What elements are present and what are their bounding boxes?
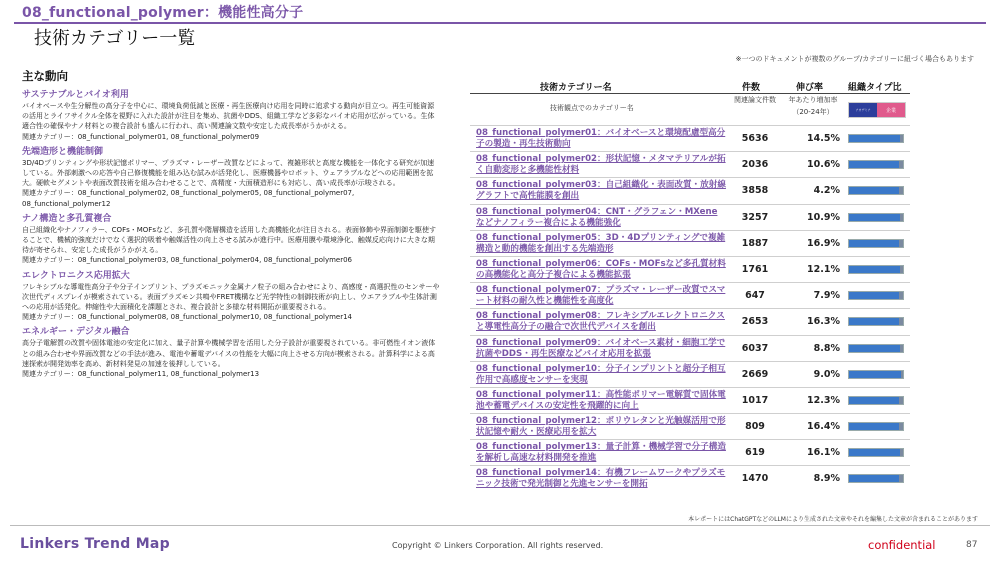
org-type-bar-company (899, 240, 903, 247)
sub-category-header: 技術観点でのカテゴリー名 (550, 104, 634, 112)
category-link[interactable]: 08_functional_polymer13：量子計算・機械学習で分子構造を解析し高速な材料開発を推進 (476, 442, 726, 464)
org-type-bar (848, 239, 904, 248)
org-type-bar-company (899, 397, 903, 404)
trend-section-related: 関連カテゴリー：08_functional_polymer11, 08_functional_polymer13 (22, 370, 260, 379)
trend-section-related: 関連カテゴリー：08_functional_polymer02, 08_functional_polymer05, 08_functional_polymer07, 08_functional_polymer12 (22, 189, 355, 208)
org-type-bar (848, 370, 904, 379)
category-link[interactable]: 08_functional_polymer04：CNT・グラフェン・MXeneなどナノフィラー複合による機能強化 (476, 206, 718, 228)
growth-rate: 12.3% (807, 394, 840, 406)
category-link[interactable]: 08_functional_polymer09：バイオベース素材・細胞工学で抗菌やDDS・再生医療などバイオ応用を拡張 (476, 337, 726, 359)
org-type-bar (848, 213, 904, 222)
paper-count: 2036 (741, 159, 769, 171)
growth-rate: 16.1% (807, 447, 840, 459)
col-category-header: 技術カテゴリー名 (540, 83, 612, 93)
trend-section-body: 自己組織化やナノフィラー、COFs・MOFsなど、多孔質や階層構造を活用した高機能化が注目される。表面修飾や界面制御を駆使することで、機械的強度だけでなく選択的吸着や触媒活性の向上させる試みが進行中。医療用膜や環境浄化、触媒反応向けに大きな期待が寄せられ、安定した成長がうかがえる。 (22, 225, 436, 255)
table-row (470, 151, 910, 177)
category-link[interactable]: 08_functional_polymer11：高性能ポリマー電解質で固体電池や蓄電デバイスの安定性を飛躍的に向上 (476, 389, 726, 411)
paper-count: 3858 (741, 185, 769, 197)
llm-disclaimer: 本レポートにはChatGPTなどのLLMにより生成された文章やそれを編集した文章が含まれることがあります (688, 516, 978, 523)
trend-section-body: バイオベースや生分解性の高分子を中心に、環境負荷低減と医療・再生医療向け応用を同時に追求する動向が目立つ。再生可能資源の活用とライフサイクル全体を視野に入れた設計が注目を集め、抗菌やDDS、組織工学など多彩なバイオ応用が広がっている。生体適合性の確保やナノ材料との複合設計も盛んに行われ、高い関連論文数や安定した成長率がうかがえる。 (22, 102, 435, 131)
org-type-bar-company (900, 345, 903, 352)
trend-section-title: サステナブルとバイオ利用 (22, 90, 129, 100)
table-row (470, 308, 910, 334)
trend-sections (22, 87, 440, 379)
col-count-header: 件数 (742, 83, 761, 93)
trend-section-title: 先端造形と機能制御 (22, 146, 104, 157)
org-type-bar (848, 422, 904, 431)
category-title: 08_functional_polymer：機能性高分子 (22, 5, 304, 21)
org-type-bar (848, 396, 904, 405)
growth-rate: 10.9% (807, 211, 840, 223)
category-link[interactable]: 08_functional_polymer14：有機フレームワークやプラズモニック技術で発光制御と先進センサーを開拓 (476, 468, 726, 490)
confidential-label: confidential (868, 538, 936, 552)
legend-academia: アカデミア (849, 103, 877, 117)
paper-count: 1887 (741, 237, 769, 249)
paper-count: 809 (745, 421, 765, 433)
growth-rate: 12.1% (807, 263, 840, 275)
trend-section-title: エネルギー・デジタル融合 (22, 327, 130, 338)
org-type-bar-company (901, 371, 903, 378)
category-link[interactable]: 08_functional_polymer01：バイオベースと環境配慮型高分子の製造・再生技術動向 (476, 128, 726, 149)
org-type-bar-company (900, 214, 903, 221)
table-row (470, 387, 910, 413)
paper-count: 1470 (741, 473, 769, 485)
trends-column (22, 68, 440, 381)
table-row (470, 256, 910, 282)
org-type-bar-company (899, 475, 903, 482)
category-link[interactable]: 08_functional_polymer02：形状記憶・メタマテリアルが拓く自動変形と多機能性材料 (476, 154, 726, 176)
org-type-bar (848, 344, 904, 353)
org-type-bar-company (900, 449, 903, 456)
category-link[interactable]: 08_functional_polymer08：フレキシブルエレクトロニクスと導電性高分子の融合で次世代デバイスを創出 (476, 311, 725, 333)
org-type-bar (848, 134, 904, 143)
org-type-bar-company (899, 423, 903, 430)
org-type-bar-company (899, 292, 903, 299)
paper-count: 619 (745, 447, 765, 459)
paper-count: 3257 (741, 211, 769, 223)
trend-section-related: 関連カテゴリー：08_functional_polymer01, 08_functional_polymer09 (22, 132, 260, 141)
growth-rate: 7.9% (813, 290, 840, 302)
growth-rate: 16.9% (807, 237, 840, 249)
brand-logo: Linkers Trend Map (20, 536, 171, 552)
page-title: 技術カテゴリー一覧 (34, 28, 196, 49)
trend-section-related: 関連カテゴリー：08_functional_polymer03, 08_functional_polymer04, 08_functional_polymer06 (22, 256, 353, 265)
growth-rate: 9.0% (813, 368, 840, 380)
growth-rate: 16.3% (807, 316, 840, 328)
category-link[interactable]: 08_functional_polymer03：自己組織化・表面改質・放射線グラフトで高性能膜を創出 (476, 180, 726, 202)
copyright: Copyright © Linkers Corporation. All rights reserved. (392, 541, 604, 550)
growth-rate: 4.2% (813, 185, 840, 197)
table-row (470, 465, 910, 491)
table-row (470, 204, 910, 230)
paper-count: 6037 (741, 342, 769, 354)
org-type-bar-company (900, 266, 903, 273)
growth-rate: 10.6% (807, 159, 840, 171)
table-row (470, 282, 910, 308)
footer-divider (10, 525, 990, 526)
table-row (470, 230, 910, 256)
table-body (470, 125, 910, 492)
col-growth-header: 伸び率 (796, 83, 824, 93)
paper-count: 1017 (741, 394, 769, 406)
trend-section-body: 3D/4Dプリンティングや形状記憶ポリマー、プラズマ・レーザー改質などによって、複雑形状と高度な機能を一体化する研究が加速している。外部刺激への応答や自己修復機能を組み込む試みが活発化し、医療機器やロボット、ウェアラブルなどへの応用範囲を拡大。硬軟セグメントや表面改質技術を組み合わせることで、高精度・大面積造形にも対応し、高い成長率が示唆される。 (22, 158, 435, 188)
trend-section-related: 関連カテゴリー：08_functional_polymer08, 08_functional_polymer10, 08_functional_polymer14 (22, 313, 353, 322)
table-row (470, 335, 910, 361)
trend-section-body: フレキシブルな導電性高分子や分子インプリント、プラズモニック金属ナノ粒子の組み合わせにより、高感度・高選択性のセンサーや次世代ディスプレイが模索されている。表面プラズモン共鳴やFRET機構など光学特性の制御技術が向上し、ウエアラブルや生体計測への応用が活発化。伸縮性や大面積化を課題とされ、複合設計と多様な材料開拓が重要視される。 (22, 282, 440, 312)
category-link[interactable]: 08_functional_polymer06：COFs・MOFsなど多孔質材料の高機能化と高分子複合による機能拡張 (476, 258, 726, 280)
org-type-bar-company (899, 318, 903, 325)
paper-count: 5636 (741, 133, 769, 144)
table-row (470, 361, 910, 387)
category-link[interactable]: 08_functional_polymer12：ポリウレタンと光触媒活用で形状記憶や耐火・医療応用を拡大 (476, 416, 726, 438)
sub-growth-header: 年あたり増加率（20-24年） (788, 96, 838, 116)
paper-count: 647 (745, 290, 765, 302)
trend-section-title: エレクトロニクス応用拡大 (22, 270, 130, 281)
org-type-bar (848, 186, 904, 195)
trend-section-body: 高分子電解質の改質や固体電池の安定化に加え、量子計算や機械学習を活用した分子設計が重要視されている。非可燃性イオン液体との組み合わせや界面改質などの手法が進み、電池や蓄電デバイスの性能を大幅に向上させる方向が模索される。計算科学による高速探索が開発効率を高め、新材料発見の加速を後押ししている。 (22, 339, 436, 368)
type-legend (848, 102, 906, 118)
org-type-bar (848, 317, 904, 326)
org-type-bar (848, 474, 904, 483)
table-subheader (470, 92, 910, 125)
category-link[interactable]: 08_functional_polymer07：プラズマ・レーザー改質でスマート材料の耐久性と機能性を高度化 (476, 285, 726, 307)
table-header-rule (470, 93, 910, 94)
category-link[interactable]: 08_functional_polymer05：3D・4Dプリンティングで複雑構造と動的機能を創出する先端造形 (476, 232, 726, 254)
growth-rate: 16.4% (807, 421, 840, 433)
org-type-bar (848, 448, 904, 457)
legend-company: 企業 (877, 103, 905, 117)
org-type-bar-company (900, 135, 903, 142)
growth-rate: 14.5% (807, 133, 840, 144)
grouping-note: ※一つのドキュメントが複数のグループ/カテゴリーに紐づく場合もあります (735, 55, 974, 63)
trends-heading: 主な動向 (22, 69, 68, 83)
org-type-bar (848, 160, 904, 169)
org-type-bar-company (899, 187, 903, 194)
paper-count: 2669 (741, 368, 769, 380)
org-type-bar-company (899, 161, 903, 168)
category-table (470, 78, 910, 492)
paper-count: 1761 (741, 263, 769, 275)
table-row (470, 177, 910, 203)
org-type-bar (848, 291, 904, 300)
growth-rate: 8.8% (813, 342, 840, 354)
table-row (470, 125, 910, 151)
growth-rate: 8.9% (813, 473, 840, 485)
col-type-header: 組織タイプ比 (848, 83, 902, 93)
page-number: 87 (966, 540, 978, 550)
table-row (470, 413, 910, 439)
org-type-bar (848, 265, 904, 274)
category-link[interactable]: 08_functional_polymer10：分子インプリントと超分子相互作用で高感度センサーを実現 (476, 363, 726, 385)
trend-section-title: ナノ構造と多孔質複合 (22, 213, 112, 224)
table-header (470, 78, 910, 92)
table-row (470, 439, 910, 465)
paper-count: 2653 (741, 316, 769, 328)
sub-count-header: 関連論文件数 (734, 96, 776, 104)
